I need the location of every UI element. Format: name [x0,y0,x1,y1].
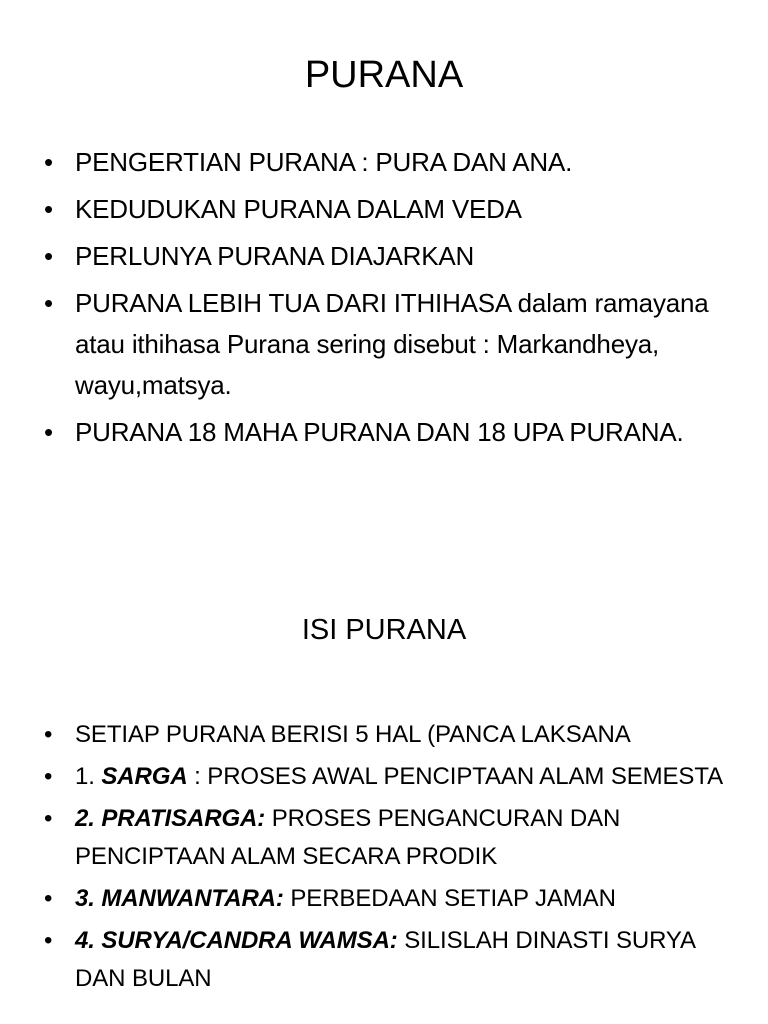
bullet-icon: • [44,805,53,832]
bullet-text: PROSES PENGANCURAN DAN PENCIPTAAN ALAM SECARA PRODIK [75,805,621,870]
bullet-icon: • [44,417,53,447]
bullet-text: PURANA LEBIH TUA DARI ITHIHASA dalam ramayana atau ithihasa Purana sering disebut : Markandheya, wayu,matsya. [75,288,709,400]
slide-title: ISI PURANA [301,614,467,646]
slide-title: PURANA [304,54,464,96]
bullet-icon: • [44,194,53,224]
list-item [44,412,744,453]
list-item [44,880,724,918]
bullet-text: PENGERTIAN PURANA : PURA DAN ANA. [75,147,573,177]
bullet-icon: • [44,241,53,271]
list-item [44,716,724,754]
list-item [44,283,744,406]
bullet-text: : PROSES AWAL PENCIPTAAN ALAM SEMESTA [187,763,724,790]
bullet-text: SILISLAH DINASTI SURYA DAN BULAN [75,927,695,992]
bullet-term: 3. MANWANTARA: [75,885,284,912]
list-item [44,800,724,876]
list-item [44,922,724,998]
bullet-list [44,142,744,459]
bullet-number: 1. [75,763,102,790]
bullet-text: PERBEDAAN SETIAP JAMAN [283,885,616,912]
bullet-icon: • [44,721,53,748]
bullet-text: PERLUNYA PURANA DIAJARKAN [75,241,475,271]
bullet-icon: • [44,763,53,790]
bullet-icon: • [44,885,53,912]
bullet-text: PURANA 18 MAHA PURANA DAN 18 UPA PURANA. [75,417,684,447]
bullet-text: SETIAP PURANA BERISI 5 HAL (PANCA LAKSANA [75,721,631,748]
bullet-list [44,716,724,1002]
list-item [44,236,744,277]
bullet-term: 4. SURYA/CANDRA WAMSA: [75,927,398,954]
bullet-term: SARGA [101,763,188,790]
bullet-icon: • [44,147,53,177]
list-item [44,142,744,183]
list-item [44,758,724,796]
bullet-icon: • [44,927,53,954]
list-item [44,189,744,230]
bullet-icon: • [44,288,53,318]
bullet-term: 2. PRATISARGA: [75,805,266,832]
slide-isi-purana [0,580,768,1024]
bullet-text: KEDUDUKAN PURANA DALAM VEDA [75,194,522,224]
